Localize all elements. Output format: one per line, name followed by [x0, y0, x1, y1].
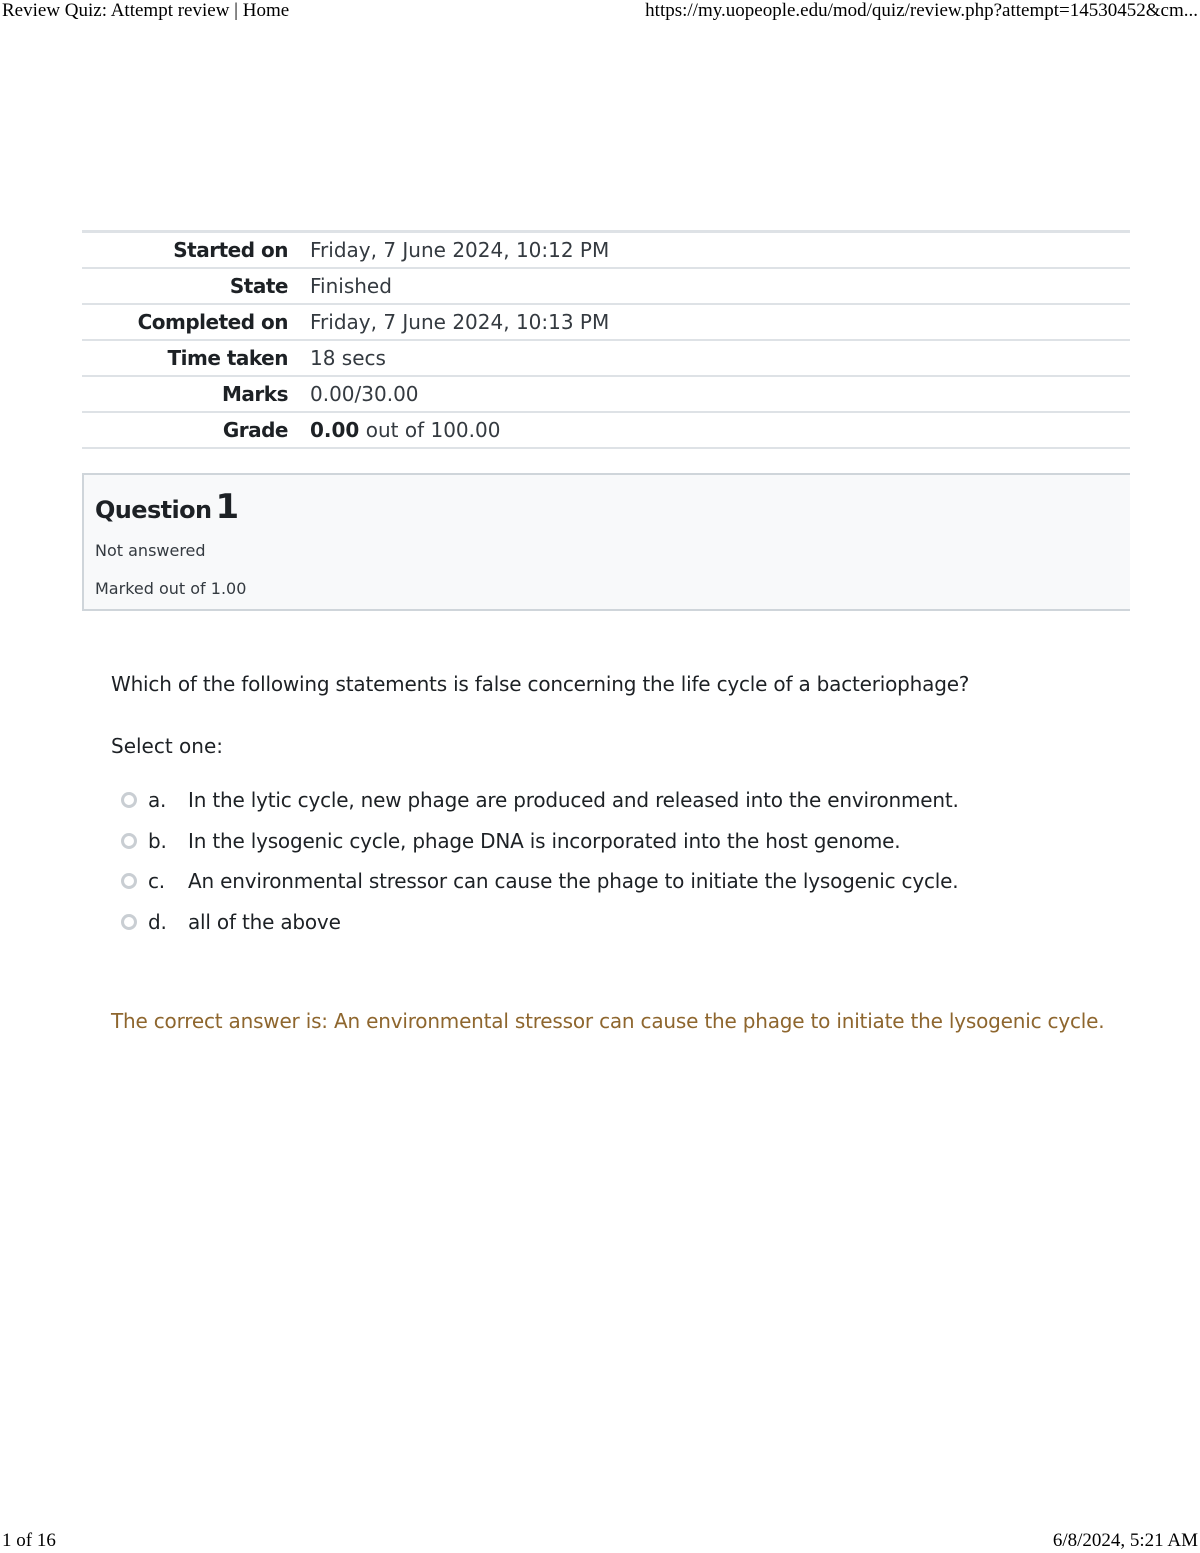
summary-value: 18 secs: [310, 346, 386, 370]
print-datetime: 6/8/2024, 5:21 AM: [1052, 1530, 1198, 1551]
summary-value: 0.00/30.00: [310, 382, 419, 406]
answer-option-d[interactable]: [121, 902, 959, 943]
answer-letter: a.: [148, 788, 167, 813]
radio-icon[interactable]: [121, 873, 137, 889]
summary-row-time-taken: [82, 340, 1130, 376]
answer-option-b[interactable]: [121, 821, 959, 862]
summary-label: Started on: [173, 238, 288, 262]
radio-icon[interactable]: [121, 914, 137, 930]
question-number: 1: [215, 487, 239, 527]
answer-option-a[interactable]: [121, 780, 959, 821]
summary-row-state: [82, 268, 1130, 304]
question-title-word: Question: [95, 496, 212, 524]
answer-letter: c.: [148, 869, 165, 894]
summary-value: Friday, 7 June 2024, 10:13 PM: [310, 310, 610, 334]
summary-value: Finished: [310, 274, 392, 298]
summary-label: State: [229, 274, 288, 298]
question-title: [95, 487, 239, 527]
correct-answer-feedback: The correct answer is: An environmental stressor can cause the phage to initiate the lysogenic cycle.: [111, 1009, 1105, 1033]
question-grade: Marked out of 1.00: [95, 579, 247, 598]
answer-text: An environmental stressor can cause the phage to initiate the lysogenic cycle.: [188, 869, 959, 894]
answer-option-c[interactable]: [121, 861, 959, 902]
print-page-url: https://my.uopeople.edu/mod/quiz/review.php?attempt=14530452&cm...: [645, 0, 1198, 21]
summary-label: Grade: [222, 418, 288, 442]
answer-letter: b.: [148, 828, 167, 853]
answer-options: [121, 780, 959, 942]
summary-row-marks: [82, 376, 1130, 412]
summary-label: Completed on: [137, 310, 288, 334]
attempt-summary-table: [82, 230, 1130, 449]
print-page-title: Review Quiz: Attempt review | Home: [2, 0, 290, 21]
answer-text: In the lytic cycle, new phage are produced and released into the environment.: [188, 788, 959, 813]
grade-out-of: out of 100.00: [359, 418, 501, 442]
question-state: Not answered: [95, 541, 206, 560]
answer-text: all of the above: [188, 909, 341, 934]
answer-text: In the lysogenic cycle, phage DNA is incorporated into the host genome.: [188, 828, 901, 853]
summary-label: Marks: [222, 382, 288, 406]
summary-value: Friday, 7 June 2024, 10:12 PM: [310, 238, 610, 262]
summary-row-grade: [82, 412, 1130, 448]
print-page-number: 1 of 16: [2, 1530, 56, 1551]
print-footer: [0, 1530, 1200, 1552]
answer-prompt: Select one:: [111, 734, 224, 758]
summary-row-started: [82, 232, 1130, 269]
radio-icon[interactable]: [121, 792, 137, 808]
print-header: [0, 0, 1200, 22]
answer-letter: d.: [148, 909, 167, 934]
summary-value: [300, 412, 1130, 448]
summary-row-completed: [82, 304, 1130, 340]
grade-score: 0.00: [310, 418, 360, 442]
question-info-box: [82, 473, 1130, 611]
radio-icon[interactable]: [121, 833, 137, 849]
summary-label: Time taken: [167, 346, 288, 370]
question-text: Which of the following statements is false concerning the life cycle of a bacteriophage?: [111, 672, 970, 696]
